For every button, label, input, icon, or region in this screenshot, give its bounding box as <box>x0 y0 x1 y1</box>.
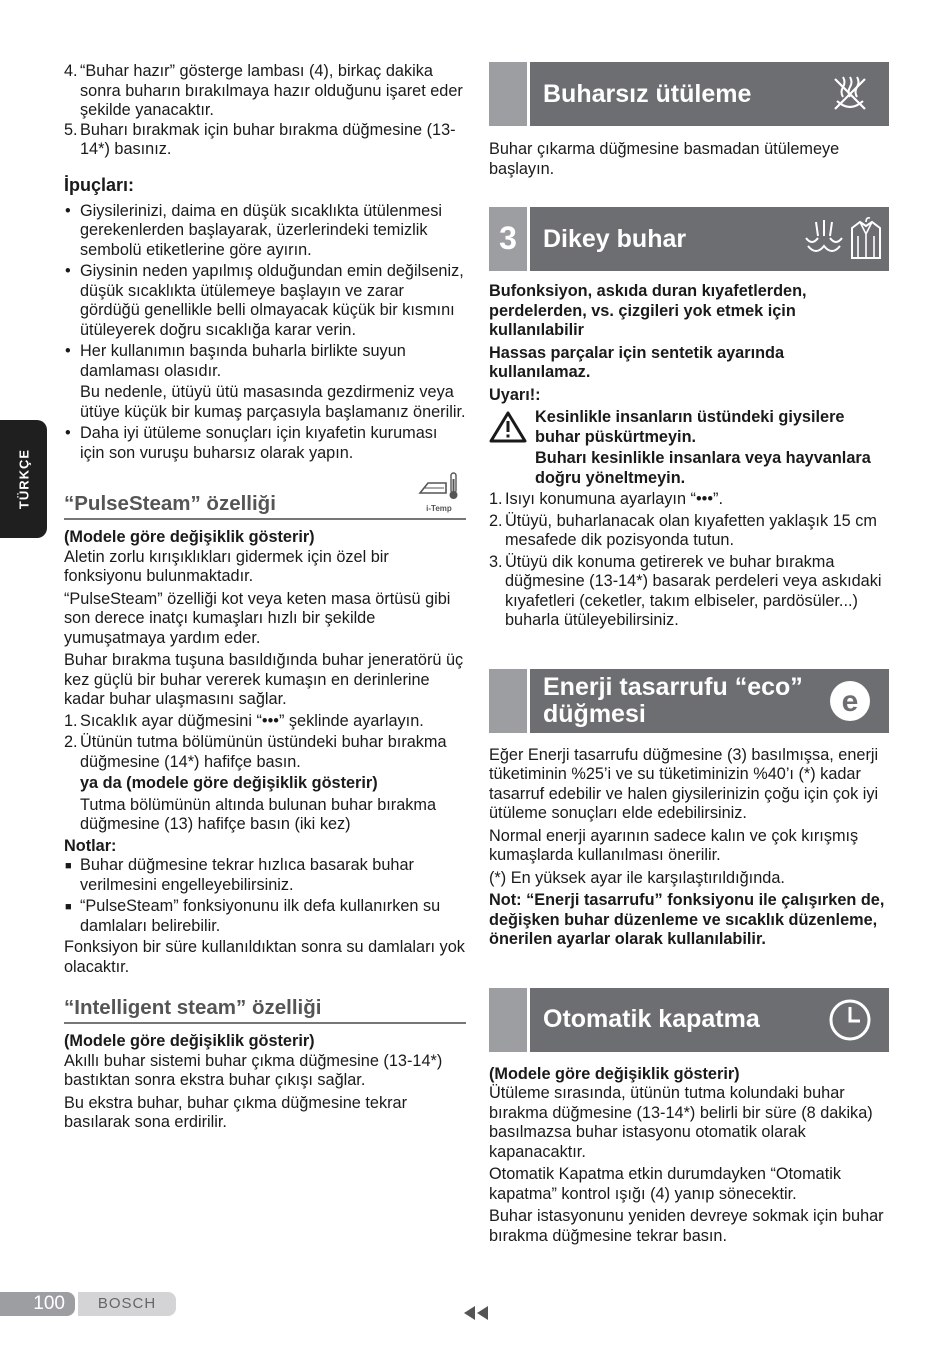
list-item: 5. Buharı bırakmak için buhar bırakma düğmesine (13-14*) basınız. <box>64 120 456 158</box>
intro-steps <box>64 62 466 160</box>
paragraph: Normal enerji ayarının sadece kalın ve çok kırışmış kumaşlarda kullanılması önerilir. <box>489 826 859 864</box>
clock-icon <box>828 998 872 1042</box>
section-title: Buharsız ütüleme <box>543 79 752 108</box>
vertical-steam-garment-icon <box>802 216 884 262</box>
paragraph: Otomatik Kapatma etkin durumdayken “Otomatik kapatma” kontrol ışığı (4) yanıp sönecektir. <box>489 1165 842 1203</box>
pulsesteam-alternative-text: Tutma bölümünün altında bulunan buhar bırakma düğmesine (13) hafifçe basın (iki kez) <box>80 795 437 833</box>
list-item: • Giysinin neden yapılmış olduğundan emin değilseniz, düşük sıcaklıkta ütülemeye başlayın ve zarar gördüğü genellikle belli olmayacak küçük bir kısmını ütüleyerek doğru sıcaklığa karar verin. <box>65 262 464 339</box>
left-column <box>64 62 466 1133</box>
brand-name: BOSCH <box>97 1295 157 1313</box>
paragraph: Buhar bırakma tuşuna basıldığında buhar jeneratörü üç kez güçlü bir buhar vererek kumaşın en derinlerine kadar buhar ulaşmasını sağlar. <box>64 651 464 708</box>
paragraph: Hassas parçalar için sentetik ayarında kullanılamaz. <box>489 343 785 381</box>
list-item: • Daha iyi ütüleme sonuçları için kıyafetin kuruması için son vuruşu buharsız olarak yapın. <box>65 424 438 462</box>
language-tab-label: TÜRKÇE <box>15 448 31 510</box>
list-item: • Her kullanımın başında buharla birlikte suyun damlaması olasıdır. <box>65 342 406 380</box>
notes-list <box>64 856 466 936</box>
list-item: ■ “PulseSteam” fonksiyonunu ilk defa kullanırken su damlaları belirebilir. <box>65 897 441 935</box>
page-number-badge <box>0 1292 75 1316</box>
section-number: 3 <box>489 207 530 271</box>
warning-text: Buharı kesinlikle insanlara veya hayvanlara doğru yöneltmeyin. <box>535 449 871 487</box>
paragraph: Buhar çıkarma düğmesine basmadan ütülemeye başlayın. <box>489 140 840 178</box>
intelligent-steam-title: “Intelligent steam” özelliği <box>64 996 322 1019</box>
section-header-auto-off <box>489 988 889 1052</box>
i-temp-label: i-Temp <box>426 504 452 513</box>
paragraph: Eğer Enerji tasarrufu düğmesine (3) basılmışsa, enerji tüketiminin %25’i ve su tüketiminizin %40’ı (*) kadar tasarruf edebilir ve halen giysilerinizin çoğu için çok iyi ütüleme sonuçları elde edebilirsiniz. <box>489 745 879 822</box>
paragraph: Aletin zorlu kırışıklıkları gidermek için özel bir fonksiyonu bulunmaktadır. <box>64 547 389 585</box>
pulsesteam-title: “PulseSteam” özelliği <box>64 492 276 515</box>
intelligent-steam-heading <box>64 995 466 1024</box>
warning-icon <box>489 410 527 444</box>
paragraph: Ütüleme sırasında, ütünün tutma kolundaki buhar bırakma düğmesine (13-14*) belirli bir süre (8 dakika) basılmazsa buhar istasyonu otomatik olarak kapanacaktır. <box>489 1084 873 1161</box>
section-title: Dikey buhar <box>543 224 687 253</box>
no-steam-icon <box>829 73 871 115</box>
brand-badge <box>78 1292 176 1316</box>
pulsesteam-steps <box>64 712 466 773</box>
section-title: Enerji tasarrufu “eco” düğmesi <box>543 672 803 728</box>
vertical-steam-steps <box>489 490 889 631</box>
paragraph: “PulseSteam” özelliği kot veya keten masa örtüsü gibi son derece inatçı kumaşları hızlı bir şekilde yumuşatmaya yardım eder. <box>64 589 451 647</box>
section-header-eco <box>489 669 889 733</box>
eco-note: Not: “Enerji tasarrufu” fonksiyonu ile çalışırken de, değişken buhar düzenleme ve sıcaklık düzenleme, önerilen ayarlar olarak kullanılabilir. <box>489 891 885 948</box>
list-item: 2. Ütüyü, buharlanacak olan kıyafetten yaklaşık 15 cm mesafede dik pozisyonda tutun. <box>489 511 877 549</box>
tips-continuation: Bu nedenle, ütüyü ütü masasında gezdirmeniz veya ütüye küçük bir kumaş parçasıyla başlamanız önerilir. <box>80 383 466 421</box>
right-column <box>489 62 889 1246</box>
page-number: 100 <box>33 1293 65 1315</box>
tips-list <box>64 202 466 382</box>
tips-title: İpuçları: <box>64 174 135 195</box>
intelligent-model-note: (Modele göre değişiklik gösterir) <box>64 1032 315 1050</box>
eco-icon-letter: e <box>841 684 859 718</box>
eco-icon <box>828 679 872 723</box>
section-title: Otomatik kapatma <box>543 1005 760 1033</box>
section-header-dry-ironing <box>489 62 889 126</box>
pulsesteam-alternative-title: ya da (modele göre değişiklik gösterir) <box>80 774 378 792</box>
paragraph: Fonksiyon bir süre kullanıldıktan sonra su damlaları yok olacaktır. <box>64 938 465 976</box>
pulsesteam-heading <box>64 491 466 520</box>
pulsesteam-model-note: (Modele göre değişiklik gösterir) <box>64 528 315 546</box>
previous-page-icon[interactable] <box>462 1306 490 1320</box>
list-item: 1. Isıyı konumuna ayarlayın “•••”. <box>489 490 723 508</box>
tips-list-last <box>64 424 466 463</box>
warning-text: Kesinlikle insanların üstündeki giysilere buhar püskürtmeyin. <box>535 408 845 446</box>
paragraph: Buhar istasyonunu yeniden devreye sokmak için buhar bırakma düğmesine tekrar basın. <box>489 1207 884 1245</box>
paragraph: Bu ekstra buhar, buhar çıkma düğmesine tekrar basılarak sona erdirilir. <box>64 1093 407 1131</box>
list-item: 4. “Buhar hazır” gösterge lambası (4), birkaç dakika sonra buharın bırakılmaya hazır olduğunu işaret eder şekilde yanacaktır. <box>64 62 463 119</box>
language-tab <box>0 420 47 538</box>
auto-off-model-note: (Modele göre değişiklik gösterir) <box>489 1064 740 1083</box>
paragraph: Bufonksiyon, askıda duran kıyafetlerden, perdelerden, vs. çizgileri yok etmek için kullanılabilir <box>489 282 807 339</box>
list-item: 3. Ütüyü dik konuma getirerek ve buhar bırakma düğmesine (13-14*) basarak perdeleri veya askıdaki kıyafetleri (ceketler, takım elbiseler, pardösüler...) buharla ütüleyebilirsiniz. <box>489 552 882 629</box>
section-header-vertical-steam <box>489 207 889 271</box>
notes-title: Notlar: <box>64 836 117 855</box>
paragraph: Akıllı buhar sistemi buhar çıkma düğmesine (13-14*) bastıktan sonra ekstra buhar çıkışı sağlar. <box>64 1051 443 1089</box>
warning-label: Uyarı!: <box>489 385 541 404</box>
i-temp-icon <box>418 471 460 515</box>
list-item: • Giysilerinizi, daima en düşük sıcaklıkta ütülenmesi gerekenlerden başlayarak, üzerlerindeki temizlik sembolü etiketlerine göre ayırın. <box>65 201 442 259</box>
warning-block <box>489 408 889 488</box>
list-item: ■ Buhar düğmesine tekrar hızlıca basarak buhar verilmesini engelleyebilirsiniz. <box>65 856 414 894</box>
paragraph: (*) En yüksek ayar ile karşılaştırıldığında. <box>489 868 785 887</box>
list-item: 2. Ütünün tutma bölümünün üstündeki buhar bırakma düğmesine (14*) hafifçe basın. <box>64 733 447 771</box>
list-item: 1. Sıcaklık ayar düğmesini “•••” şeklinde ayarlayın. <box>64 711 424 730</box>
